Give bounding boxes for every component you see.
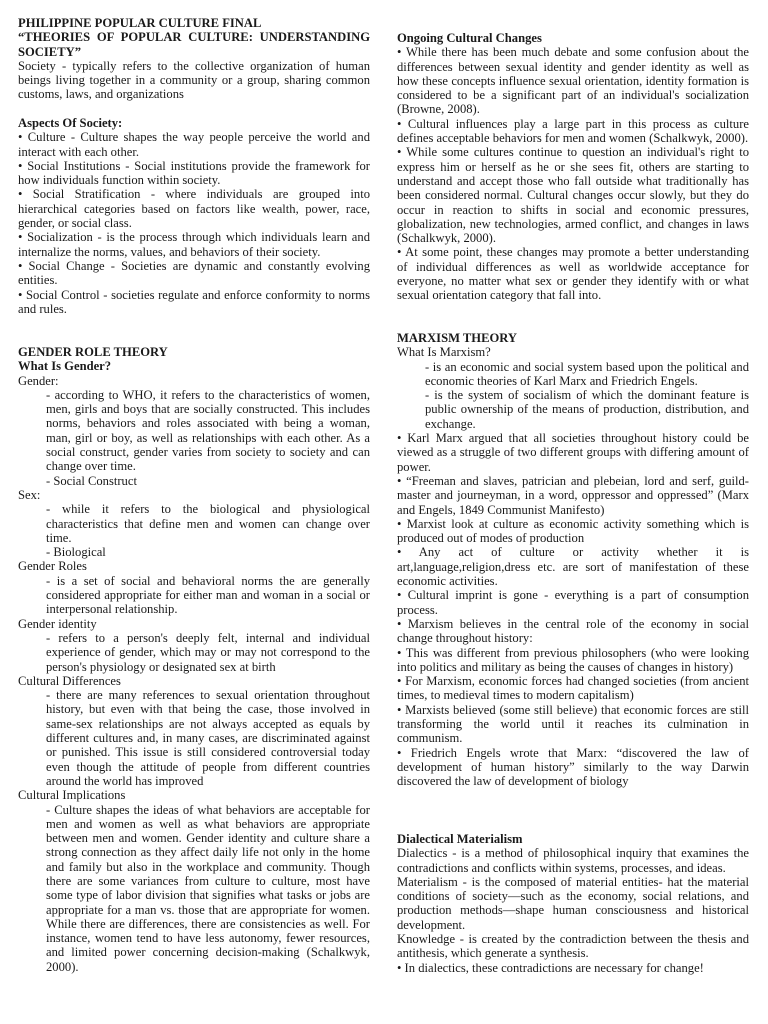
- marxism-definition: - is an economic and social system based upon the political and economic theories of Karl Marx and Friedrich Engels.: [425, 359, 749, 388]
- implications-label: Cultural Implications: [18, 788, 126, 803]
- marxism-point: • For Marxism, economic forces had changed societies (from ancient times, to medieval times to modern capitalism): [397, 674, 749, 703]
- identity-definition: - refers to a person's deeply felt, internal and individual experience of gender, which may or may not correspond to the person's physiology or designated sex at birth: [46, 630, 370, 674]
- gender-subheading: What Is Gender?: [18, 359, 112, 374]
- gender-definition: - according to WHO, it refers to the characteristics of women, men, girls and boys that are socially constructed. This includes norms, behaviors and roles associated with being a woman, man, girl or boy, as well as relationships with each other. As a social construct, gender varies from society to society and can change over time.: [46, 387, 370, 474]
- identity-label: Gender identity: [18, 616, 97, 631]
- document-header: [18, 16, 370, 102]
- dialectical-item: Dialectics - is a method of philosophical inquiry that examines the contradictions and conflicts within systems, processes, and ideas.: [397, 846, 749, 875]
- gender-note: - Social Construct: [46, 473, 137, 488]
- marxism-point: • “Freeman and slaves, patrician and plebeian, lord and serf, guild-master and journeyman, in a word, oppressor and oppressed” (Marx and Engels, 1849 Communist Manifesto): [397, 473, 749, 517]
- aspect-item: • Socialization - is the process through which individuals learn and internalize the norms, values, and behaviors of their society.: [18, 230, 370, 259]
- dialectical-item: • In dialectics, these contradictions are necessary for change!: [397, 960, 704, 975]
- ongoing-item: • Cultural influences play a large part in this process as culture defines acceptable behaviors for men and women (Schalkwyk, 2000).: [397, 116, 749, 146]
- marxism-heading: MARXISM THEORY: [397, 331, 518, 345]
- dialectical-item: Materialism - is the composed of material entities- hat the material conditions of society—such as the economy, social relations, and production methods—shape human consciousness and historical development.: [397, 874, 749, 932]
- aspect-item: • Social Institutions - Social institutions provide the framework for how individuals function within society.: [18, 158, 370, 188]
- marxism-section: [397, 331, 749, 789]
- ongoing-item: • While there has been much debate and some confusion about the differences between sexual identity and gender identity as well as how these concepts influence sexual orientation, identity formation is considered to be a significant part of an individual's socialization (Browne, 2008).: [397, 45, 749, 117]
- aspect-item: • Social Stratification - where individuals are grouped into hierarchical categories based on factors like wealth, power, race, gender, or social class.: [18, 187, 370, 231]
- marxism-point: • Friedrich Engels wrote that Marx: “discovered the law of development of human history” similarly to the way Darwin discovered the law of development of biology: [397, 745, 749, 789]
- document-subtitle: “THEORIES OF POPULAR CULTURE: UNDERSTANDING SOCIETY”: [18, 30, 370, 59]
- marxism-point: • Karl Marx argued that all societies throughout history could be viewed as a struggle of two different groups with differing amount of power.: [397, 431, 749, 474]
- differences-label: Cultural Differences: [18, 673, 121, 688]
- aspects-heading: Aspects Of Society:: [18, 116, 123, 130]
- ongoing-heading: Ongoing Cultural Changes: [397, 31, 542, 45]
- dialectical-item: Knowledge - is created by the contradiction between the thesis and antithesis, which generate a synthesis.: [397, 932, 749, 961]
- sex-note: - Biological: [46, 545, 106, 560]
- gender-role-section: [18, 345, 370, 974]
- sex-label: Sex:: [18, 487, 41, 502]
- marxism-point: • This was different from previous philosophers (who were looking into politics and military as being the causes of changes in history): [397, 645, 749, 674]
- marxism-point: • Cultural imprint is gone - everything is a part of consumption process.: [397, 588, 749, 617]
- document-title: PHILIPPINE POPULAR CULTURE FINAL: [18, 16, 262, 30]
- roles-label: Gender Roles: [18, 559, 87, 574]
- implications-definition: - Culture shapes the ideas of what behaviors are acceptable for men and women as well as what behaviors are appropriate between men and women. Gender identity and culture share a strong connection as they affect daily life not only in the home and family but also in the workplace and community. Though there are some variances from culture to culture, most have some type of labor division that signifies what tasks or jobs are appropriate for a man vs. those that are appropriate for women. While there are differences, there are consistencies as well. For instance, women tend to have less autonomy, fewer resources, and limited power concerning decision-making (Schalkwyk, 2000).: [46, 802, 370, 974]
- gender-heading: GENDER ROLE THEORY: [18, 345, 168, 359]
- differences-definition: - there are many references to sexual orientation throughout history, but even with that being the case, those involved in same-sex relationships are not always accepted as equals by different cultures and, in many cases, are discriminated against or punished. This issue is still considered controversial today even though the attitude of people from different countries around the world has improved: [46, 688, 370, 788]
- ongoing-section: [397, 31, 749, 303]
- dialectical-heading: Dialectical Materialism: [397, 832, 523, 846]
- dialectical-section: [397, 832, 749, 975]
- society-definition: Society - typically refers to the collective organization of human beings living together in a community or a group, sharing common customs, laws, and organizations: [18, 58, 370, 102]
- marxism-point: • Any act of culture or activity whether it is art,language,religion,dress etc. are sort of manifestation of these economic activities.: [397, 545, 749, 589]
- marxism-point: • Marxists believed (some still believe) that economic forces are still transforming the world until it reaches its culmination in communism.: [397, 702, 749, 746]
- marxism-definition: - is the system of socialism of which the dominant feature is public ownership of the means of production, distribution, and exchange.: [425, 388, 749, 431]
- marxism-point: • Marxism believes in the central role of the economy in social change throughout history:: [397, 616, 749, 646]
- aspect-item: • Culture - Culture shapes the way people perceive the world and interact with each other.: [18, 130, 370, 159]
- aspects-section: [18, 116, 370, 316]
- marxism-point: • Marxist look at culture as economic activity something which is produced out of modes of production: [397, 516, 749, 546]
- aspect-item: • Social Control - societies regulate and enforce conformity to norms and rules.: [18, 287, 370, 316]
- ongoing-item: • At some point, these changes may promote a better understanding of individual differences as well as worldwide acceptance for everyone, no matter what sex or gender they identify with or what sexual orientation category that fall into.: [397, 245, 749, 303]
- ongoing-item: • While some cultures continue to question an individual's right to express him or herself as he or she sees fit, others are starting to understand and accept those who fall outside what traditionally has been considered normal. Cultural changes occur slowly, but they do occur in reaction to shifts in social and economic pressures, globalization, new technologies, armed conflict, and changes in laws (Schalkwyk, 2000).: [397, 145, 749, 246]
- sex-definition: - while it refers to the biological and physiological characteristics that define men and women can change over time.: [46, 502, 370, 545]
- marxism-subheading: What Is Marxism?: [397, 345, 491, 360]
- roles-definition: - is a set of social and behavioral norms the are generally considered appropriate for either man and woman in a social or interpersonal relationship.: [46, 573, 370, 617]
- gender-label: Gender:: [18, 373, 59, 388]
- aspect-item: • Social Change - Societies are dynamic and constantly evolving entities.: [18, 258, 370, 288]
